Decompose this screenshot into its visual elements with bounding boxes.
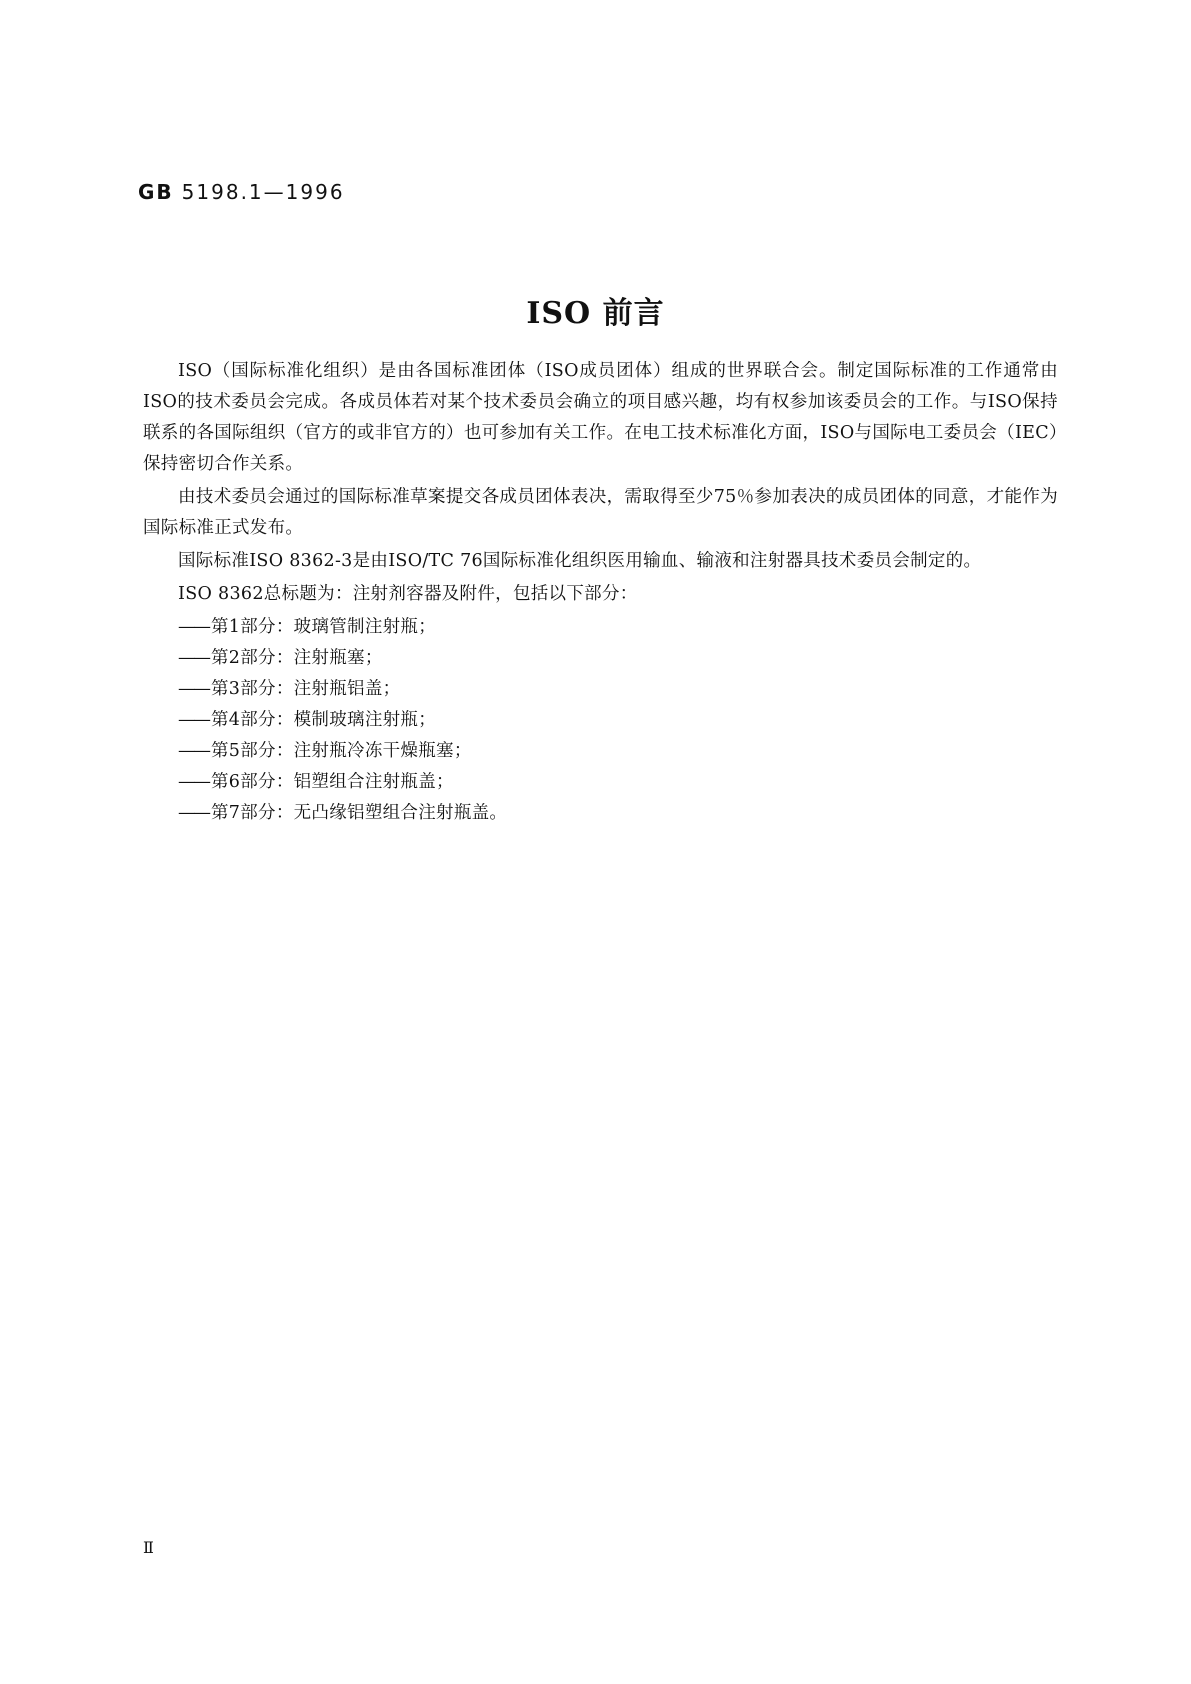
page-title: ISO 前言 xyxy=(526,296,665,331)
paragraph-approval: 由技术委员会通过的国际标准草案提交各成员团体表决，需取得至少75％参加表决的成员团体的同意，才能作为国际标准正式发布。 xyxy=(143,487,1058,538)
list-dash: —— xyxy=(178,617,209,637)
list-item xyxy=(143,643,1058,674)
list-item-text: 第7部分：无凸缘铝塑组合注射瓶盖。 xyxy=(211,803,508,823)
parts-list xyxy=(143,612,1058,829)
foreword-body xyxy=(143,356,1058,829)
standard-number: 5198.1—1996 xyxy=(181,180,345,204)
list-item-text: 第2部分：注射瓶塞； xyxy=(211,648,383,668)
list-item xyxy=(143,705,1058,736)
list-item-text: 第3部分：注射瓶铝盖； xyxy=(211,679,401,699)
list-dash: —— xyxy=(178,772,209,792)
list-item-text: 第4部分：模制玻璃注射瓶； xyxy=(211,710,437,730)
list-item xyxy=(143,674,1058,705)
list-dash: —— xyxy=(178,710,209,730)
list-item xyxy=(143,612,1058,643)
page-number: Ⅱ xyxy=(143,1538,154,1557)
list-item-text: 第6部分：铝塑组合注射瓶盖； xyxy=(211,772,454,792)
standard-prefix: GB xyxy=(138,180,174,204)
list-item-text: 第5部分：注射瓶冷冻干燥瓶塞； xyxy=(211,741,472,761)
list-dash: —— xyxy=(178,648,209,668)
paragraph-series-title: ISO 8362总标题为：注射剂容器及附件，包括以下部分： xyxy=(178,584,638,604)
list-dash: —— xyxy=(178,679,209,699)
paragraph-iso-intro: ISO（国际标准化组织）是由各国标准团体（ISO成员团体）组成的世界联合会。制定国际标准的工作通常由ISO的技术委员会完成。各成员体若对某个技术委员会确立的项目感兴趣，均有权参加该委员会的工作。与ISO保持联系的各国际组织（官方的或非官方的）也可参加有关工作。在电工技术标准化方面，ISO与国际电工委员会（IEC）保持密切合作关系。 xyxy=(143,361,1058,474)
paragraph-committee: 国际标准ISO 8362-3是由ISO/TC 76国际标准化组织医用输血、输液和注射器具技术委员会制定的。 xyxy=(178,551,982,571)
list-item-text: 第1部分：玻璃管制注射瓶； xyxy=(211,617,437,637)
list-item xyxy=(143,736,1058,767)
list-item xyxy=(143,798,1058,829)
list-dash: —— xyxy=(178,803,209,823)
list-item xyxy=(143,767,1058,798)
document-header xyxy=(138,180,345,204)
list-dash: —— xyxy=(178,741,209,761)
